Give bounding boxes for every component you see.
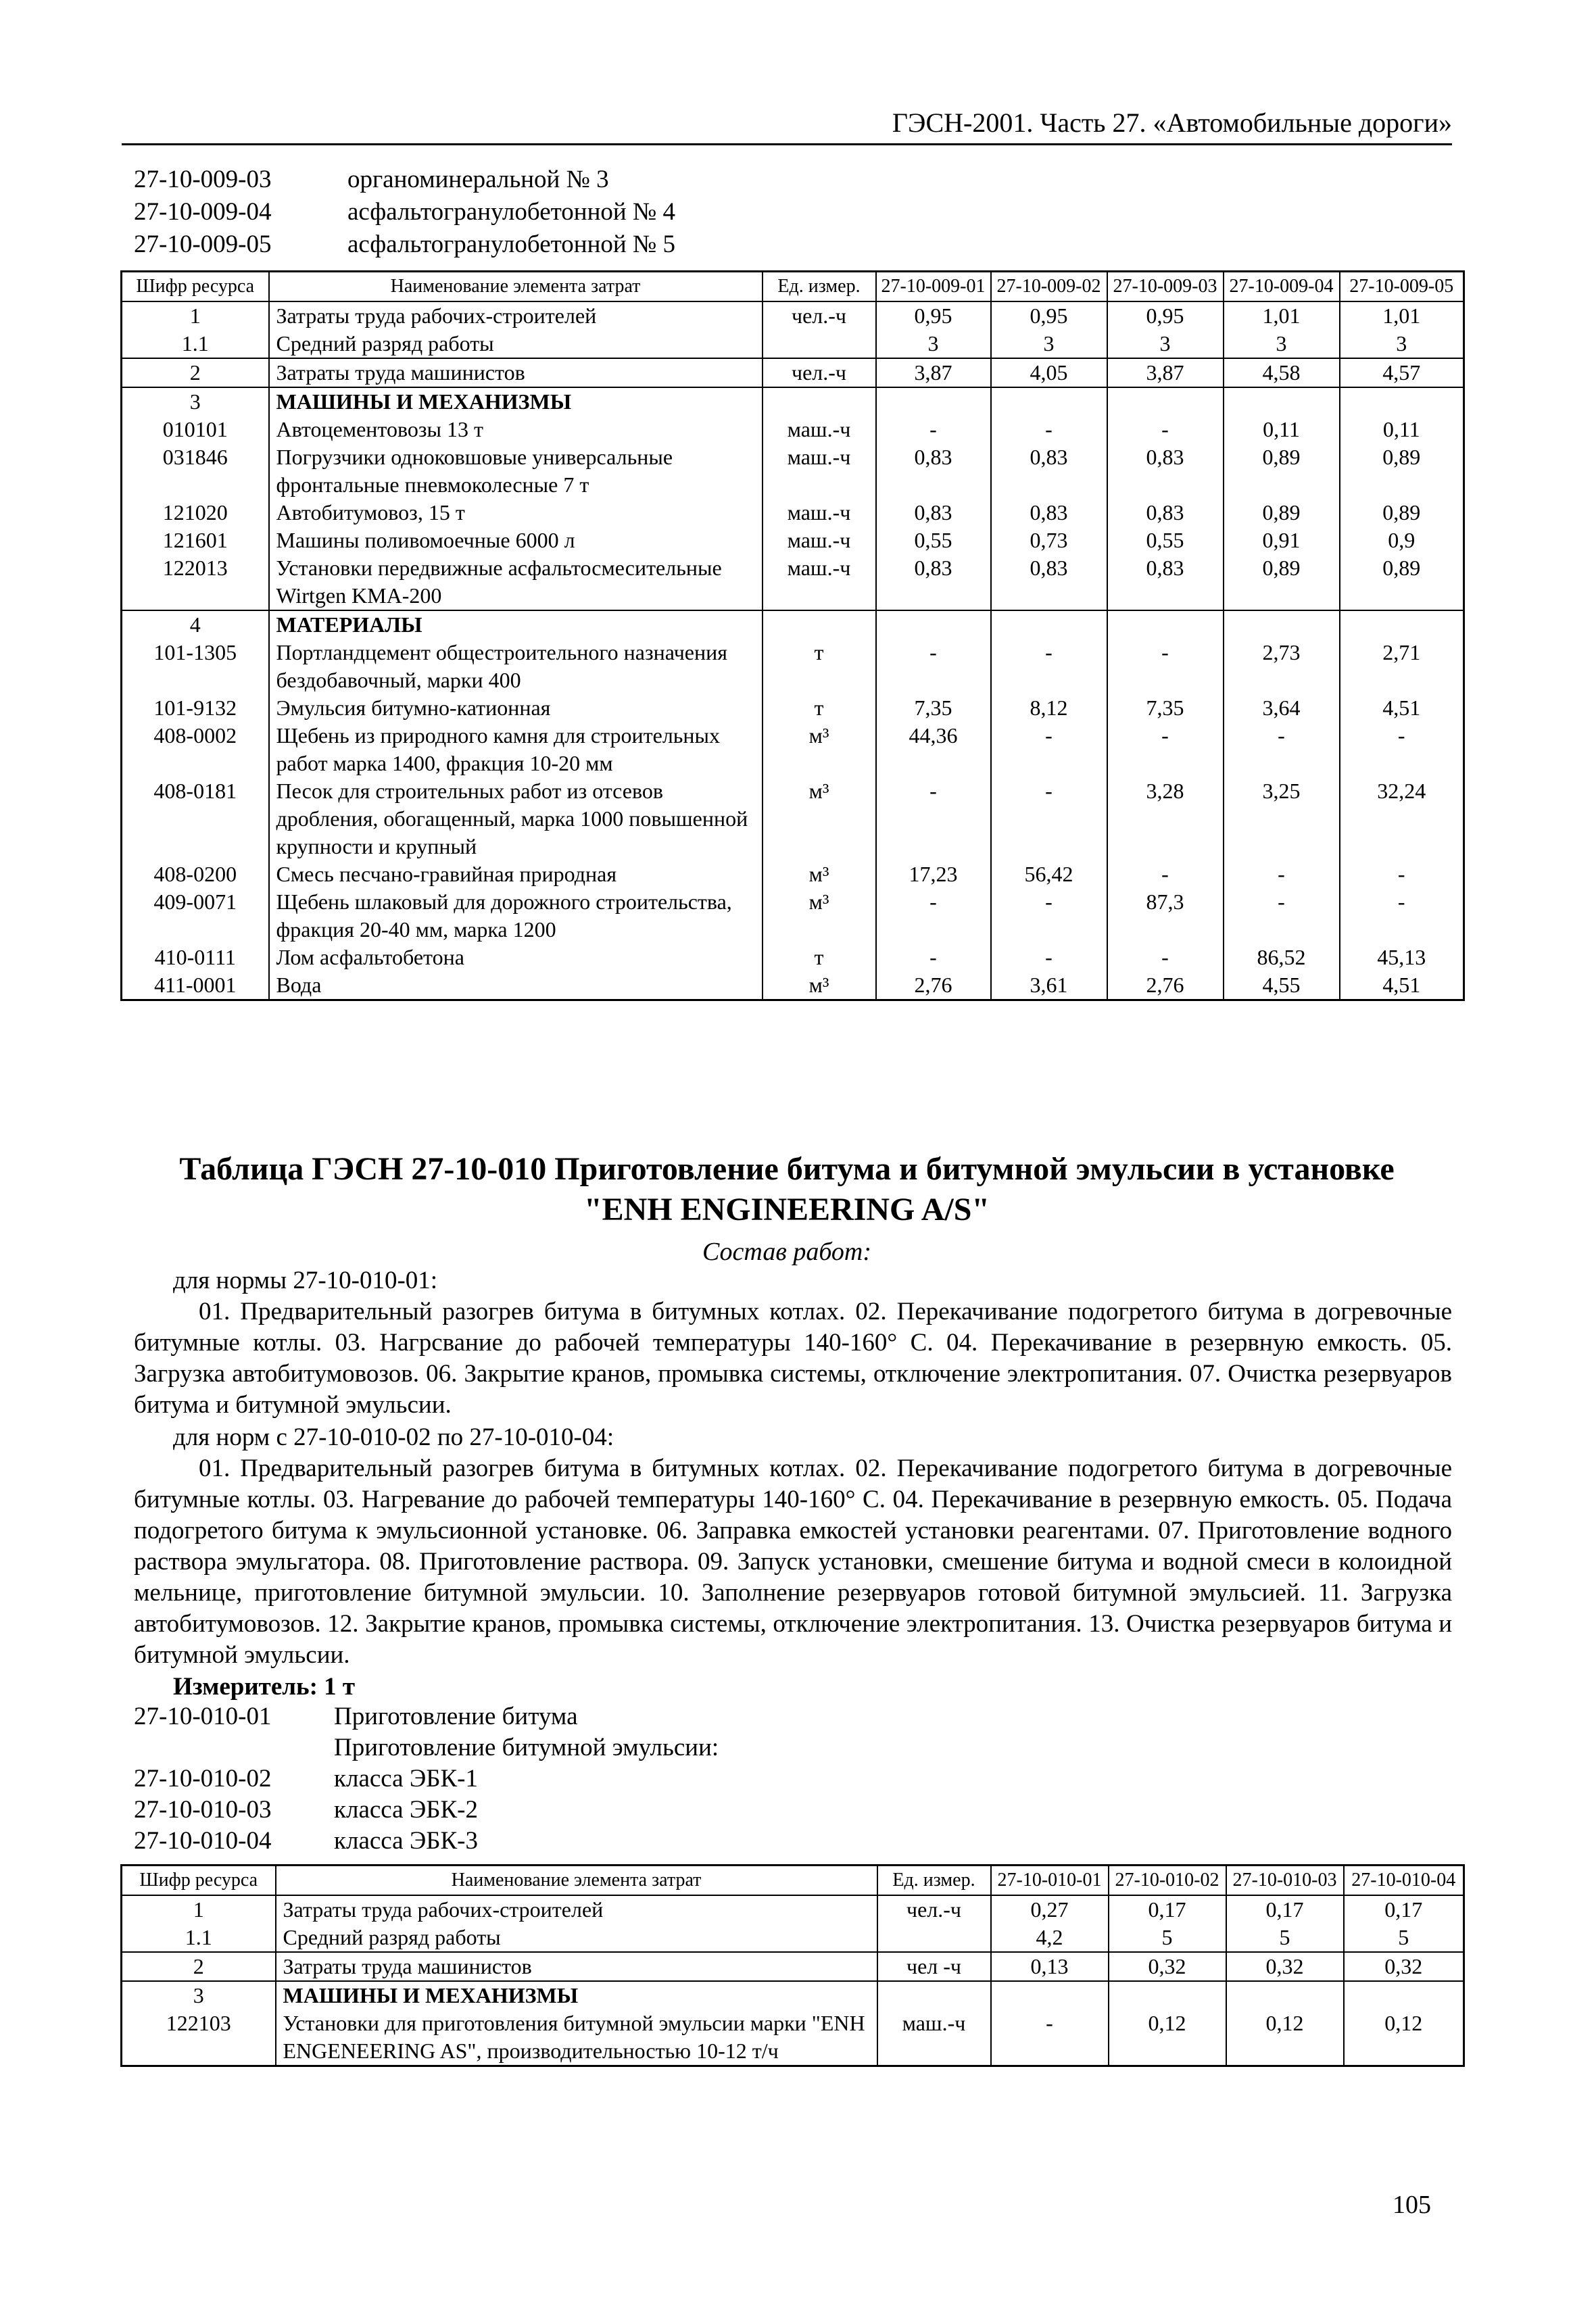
- table-row: [122, 358, 1464, 387]
- value-cell: [1344, 1981, 1464, 2009]
- cost-element-name: Щебень шлаковый для дорожного строительства, фракция 20-40 мм, марка 1200: [269, 888, 763, 944]
- unit-cell: чел.-ч: [763, 301, 876, 330]
- value-cell: 2,71: [1340, 639, 1464, 694]
- resource-code: 408-0181: [122, 777, 269, 860]
- value-cell: 0,13: [991, 1952, 1109, 1981]
- value-cell: [991, 1981, 1109, 2009]
- unit-cell: маш.-ч: [763, 499, 876, 527]
- value-cell: 0,83: [1107, 554, 1224, 610]
- table-row: [122, 387, 1464, 416]
- table-row: [122, 2009, 1464, 2066]
- cost-element-name: Щебень из природного камня для строительных работ марка 1400, фракция 10-20 мм: [269, 722, 763, 777]
- table-row: [122, 499, 1464, 527]
- cost-element-name: Вода: [269, 971, 763, 1000]
- value-cell: -: [1107, 860, 1224, 888]
- resource-code: 411-0001: [122, 971, 269, 1000]
- cost-element-name: МАШИНЫ И МЕХАНИЗМЫ: [276, 1981, 877, 2009]
- value-cell: 7,35: [876, 694, 991, 722]
- value-cell: 4,05: [991, 358, 1107, 387]
- value-cell: -: [1224, 722, 1340, 777]
- value-cell: 4,55: [1224, 971, 1340, 1000]
- norm-name: асфальтогранулобетонной № 4: [347, 198, 676, 226]
- value-cell: 0,55: [1107, 527, 1224, 554]
- value-cell: 32,24: [1340, 777, 1464, 860]
- value-cell: -: [876, 944, 991, 971]
- resource-table-27-10-009: [120, 270, 1465, 1001]
- table-row: [122, 722, 1464, 777]
- value-cell: 0,83: [1107, 499, 1224, 527]
- norm-code: 27-10-010-04: [134, 1827, 272, 1855]
- cost-element-name: Средний разряд работы: [269, 330, 763, 358]
- table-row: [122, 1952, 1464, 1981]
- column-header: 27-10-009-01: [876, 272, 991, 302]
- value-cell: 0,73: [991, 527, 1107, 554]
- value-cell: [1340, 610, 1464, 639]
- unit-cell: [763, 610, 876, 639]
- value-cell: 0,89: [1224, 499, 1340, 527]
- value-cell: [876, 387, 991, 416]
- norm-code: 27-10-010-01: [134, 1703, 272, 1730]
- value-cell: 0,89: [1224, 554, 1340, 610]
- norm-code: 27-10-010-03: [134, 1796, 272, 1824]
- norm-code-list: [134, 1701, 719, 1857]
- value-cell: 0,17: [1109, 1895, 1226, 1924]
- code-row: [134, 1795, 719, 1826]
- column-header: Шифр ресурса: [122, 272, 269, 302]
- norm2-label: для норм с 27-10-010-02 по 27-10-010-04:: [173, 1423, 614, 1451]
- value-cell: 56,42: [991, 860, 1107, 888]
- cost-element-name: Портландцемент общестроительного назначения бездобавочный, марки 400: [269, 639, 763, 694]
- unit-cell: м³: [763, 777, 876, 860]
- norm-name: класса ЭБК-1: [334, 1765, 479, 1793]
- value-cell: 0,83: [991, 554, 1107, 610]
- table-row: [122, 443, 1464, 499]
- resource-code: 101-9132: [122, 694, 269, 722]
- value-cell: -: [1224, 888, 1340, 944]
- value-cell: 3,64: [1224, 694, 1340, 722]
- resource-code: 121020: [122, 499, 269, 527]
- cost-element-name: Песок для строительных работ из отсевов дробления, обогащенный, марка 1000 повышенной крупности и крупный: [269, 777, 763, 860]
- table-row: [122, 416, 1464, 443]
- column-header: Шифр ресурса: [122, 1866, 276, 1896]
- column-header: Ед. измер.: [877, 1866, 991, 1896]
- value-cell: 3: [1224, 330, 1340, 358]
- value-cell: [991, 387, 1107, 416]
- value-cell: [1109, 1981, 1226, 2009]
- norm-code: 27-10-010-02: [134, 1765, 272, 1793]
- unit-cell: м³: [763, 971, 876, 1000]
- unit-cell: т: [763, 694, 876, 722]
- value-cell: -: [1107, 944, 1224, 971]
- code-row: [134, 1701, 719, 1732]
- value-cell: 4,2: [991, 1924, 1109, 1952]
- table-row: [122, 694, 1464, 722]
- unit-cell: маш.-ч: [763, 527, 876, 554]
- value-cell: -: [1340, 722, 1464, 777]
- table-row: [122, 301, 1464, 330]
- cost-element-name: Автобитумовоз, 15 т: [269, 499, 763, 527]
- unit-cell: маш.-ч: [763, 554, 876, 610]
- norm-code: 27-10-009-03: [134, 166, 272, 193]
- running-header: ГЭСН-2001. Часть 27. «Автомобильные дороги»: [892, 107, 1452, 138]
- cost-element-name: Затраты труда рабочих-строителей: [269, 301, 763, 330]
- unit-cell: м³: [763, 888, 876, 944]
- value-cell: 0,83: [876, 443, 991, 499]
- value-cell: 3: [991, 330, 1107, 358]
- value-cell: -: [1107, 416, 1224, 443]
- value-cell: -: [991, 639, 1107, 694]
- section-title-line-2: "ENH ENGINEERING A/S": [583, 1192, 990, 1227]
- resource-code: 122103: [122, 2009, 276, 2066]
- value-cell: 7,35: [1107, 694, 1224, 722]
- value-cell: -: [1340, 888, 1464, 944]
- cost-element-name: Погрузчики одноковшовые универсальные фронтальные пневмоколесные 7 т: [269, 443, 763, 499]
- value-cell: 8,12: [991, 694, 1107, 722]
- unit-cell: маш.-ч: [763, 416, 876, 443]
- resource-code: 409-0071: [122, 888, 269, 944]
- resource-code: 2: [122, 1952, 276, 1981]
- value-cell: [1224, 387, 1340, 416]
- cost-element-name: МАТЕРИАЛЫ: [269, 610, 763, 639]
- value-cell: 3: [876, 330, 991, 358]
- column-header: 27-10-009-02: [991, 272, 1107, 302]
- table-row: [122, 860, 1464, 888]
- resource-table-27-10-010: [120, 1864, 1465, 2067]
- value-cell: -: [876, 777, 991, 860]
- resource-code: 010101: [122, 416, 269, 443]
- unit-cell: т: [763, 944, 876, 971]
- value-cell: [1107, 387, 1224, 416]
- value-cell: -: [991, 2009, 1109, 2066]
- column-header: 27-10-010-04: [1344, 1866, 1464, 1896]
- cost-element-name: Лом асфальтобетона: [269, 944, 763, 971]
- cost-element-name: Установки для приготовления битумной эмульсии марки "ENH ENGENEERING AS", производительностью 10-12 т/ч: [276, 2009, 877, 2066]
- value-cell: 87,3: [1107, 888, 1224, 944]
- column-header: Наименование элемента затрат: [269, 272, 763, 302]
- value-cell: 4,57: [1340, 358, 1464, 387]
- unit-cell: [877, 1924, 991, 1952]
- value-cell: -: [1107, 639, 1224, 694]
- value-cell: 0,11: [1340, 416, 1464, 443]
- resource-code: 1: [122, 301, 269, 330]
- norm-name: асфальтогранулобетонной № 5: [347, 230, 676, 258]
- value-cell: 0,95: [1107, 301, 1224, 330]
- top-code-list: [134, 164, 675, 261]
- value-cell: -: [876, 639, 991, 694]
- table-row: [122, 971, 1464, 1000]
- norm-name: класса ЭБК-2: [334, 1796, 479, 1824]
- unit-cell: чел.-ч: [877, 1895, 991, 1924]
- value-cell: 3,25: [1224, 777, 1340, 860]
- section-title-line-1: Таблица ГЭСН 27-10-010 Приготовление битума и битумной эмульсии в установке: [179, 1151, 1395, 1187]
- value-cell: 5: [1109, 1924, 1226, 1952]
- value-cell: 1,01: [1224, 301, 1340, 330]
- unit-cell: т: [763, 639, 876, 694]
- value-cell: 0,12: [1226, 2009, 1344, 2066]
- value-cell: -: [876, 416, 991, 443]
- value-cell: 4,51: [1340, 971, 1464, 1000]
- norm-name: органоминеральной № 3: [347, 166, 609, 193]
- cost-element-name: Установки передвижные асфальтосмесительные Wirtgen KMA-200: [269, 554, 763, 610]
- cost-element-name: Машины поливомоечные 6000 л: [269, 527, 763, 554]
- unit-cell: м³: [763, 860, 876, 888]
- value-cell: [1340, 387, 1464, 416]
- table-row: [122, 1981, 1464, 2009]
- value-cell: 1,01: [1340, 301, 1464, 330]
- value-cell: 5: [1226, 1924, 1344, 1952]
- table-row: [122, 610, 1464, 639]
- value-cell: 0,83: [991, 499, 1107, 527]
- norm-code: 27-10-009-05: [134, 230, 272, 258]
- value-cell: 2,73: [1224, 639, 1340, 694]
- table-row: [122, 639, 1464, 694]
- cost-element-name: Затраты труда рабочих-строителей: [276, 1895, 877, 1924]
- cost-element-name: МАШИНЫ И МЕХАНИЗМЫ: [269, 387, 763, 416]
- value-cell: 0,17: [1226, 1895, 1344, 1924]
- code-row: [134, 1826, 719, 1857]
- cost-element-name: Смесь песчано-гравийная природная: [269, 860, 763, 888]
- column-header: Наименование элемента затрат: [276, 1866, 877, 1896]
- unit-cell: маш.-ч: [763, 443, 876, 499]
- column-header: 27-10-010-01: [991, 1866, 1109, 1896]
- value-cell: 44,36: [876, 722, 991, 777]
- resource-code: 1.1: [122, 330, 269, 358]
- value-cell: 2,76: [876, 971, 991, 1000]
- value-cell: 0,89: [1340, 443, 1464, 499]
- table-row: [122, 944, 1464, 971]
- cost-element-name: Затраты труда машинистов: [276, 1952, 877, 1981]
- value-cell: 0,12: [1109, 2009, 1226, 2066]
- value-cell: 0,89: [1340, 554, 1464, 610]
- value-cell: 0,83: [991, 443, 1107, 499]
- unit-cell: [763, 330, 876, 358]
- resource-code: 3: [122, 1981, 276, 2009]
- norm1-text: 01. Предварительный разогрев битума в битумных котлах. 02. Перекачивание подогретого битума в догревочные битумные котлы. 03. Нагрсвание до рабочей температуры 140-160° С. 04. Перекачивание в резервную емкость. 05. Загрузка автобитумовозов. 06. Закрытие кранов, промывка системы, отключение электропитания. 07. Очистка резервуаров битума и битумной эмульсии.: [134, 1298, 1452, 1419]
- page-number: 105: [1393, 2191, 1431, 2219]
- value-cell: 0,89: [1340, 499, 1464, 527]
- cost-element-name: Средний разряд работы: [276, 1924, 877, 1952]
- value-cell: -: [1107, 722, 1224, 777]
- cost-element-name: Затраты труда машинистов: [269, 358, 763, 387]
- value-cell: -: [876, 888, 991, 944]
- section-title: [122, 1149, 1452, 1230]
- resource-code: 408-0002: [122, 722, 269, 777]
- resource-code: 3: [122, 387, 269, 416]
- value-cell: 0,27: [991, 1895, 1109, 1924]
- column-header: 27-10-009-03: [1107, 272, 1224, 302]
- resource-code: 1.1: [122, 1924, 276, 1952]
- value-cell: [991, 610, 1107, 639]
- value-cell: 0,17: [1344, 1895, 1464, 1924]
- value-cell: -: [991, 416, 1107, 443]
- value-cell: -: [991, 777, 1107, 860]
- resource-code: 031846: [122, 443, 269, 499]
- value-cell: -: [991, 722, 1107, 777]
- norm-name: Приготовление битума: [334, 1703, 578, 1730]
- resource-code: 4: [122, 610, 269, 639]
- code-row: [134, 196, 675, 228]
- table-row: [122, 554, 1464, 610]
- resource-code: 410-0111: [122, 944, 269, 971]
- value-cell: 0,89: [1224, 443, 1340, 499]
- value-cell: 4,58: [1224, 358, 1340, 387]
- meter-label: Измеритель: 1 т: [173, 1673, 356, 1701]
- table-row: [122, 330, 1464, 358]
- value-cell: 3,61: [991, 971, 1107, 1000]
- value-cell: -: [1340, 860, 1464, 888]
- column-header: 27-10-009-05: [1340, 272, 1464, 302]
- norm-code: [134, 1732, 334, 1763]
- value-cell: 0,83: [876, 499, 991, 527]
- cost-element-name: Автоцементовозы 13 т: [269, 416, 763, 443]
- value-cell: 0,55: [876, 527, 991, 554]
- work-composition-label: Состав работ:: [702, 1238, 872, 1266]
- unit-cell: [877, 1981, 991, 2009]
- value-cell: 0,32: [1226, 1952, 1344, 1981]
- code-row: [134, 228, 675, 261]
- value-cell: 0,32: [1109, 1952, 1226, 1981]
- unit-cell: чел.-ч: [763, 358, 876, 387]
- value-cell: 0,12: [1344, 2009, 1464, 2066]
- value-cell: 5: [1344, 1924, 1464, 1952]
- value-cell: 3,28: [1107, 777, 1224, 860]
- value-cell: 0,83: [1107, 443, 1224, 499]
- resource-code: 2: [122, 358, 269, 387]
- column-header: 27-10-010-02: [1109, 1866, 1226, 1896]
- value-cell: 17,23: [876, 860, 991, 888]
- value-cell: [1224, 610, 1340, 639]
- cost-element-name: Эмульсия битумно-катионная: [269, 694, 763, 722]
- value-cell: 4,51: [1340, 694, 1464, 722]
- value-cell: 3: [1107, 330, 1224, 358]
- table-row: [122, 1924, 1464, 1952]
- unit-cell: маш.-ч: [877, 2009, 991, 2066]
- value-cell: [876, 610, 991, 639]
- column-header: Ед. измер.: [763, 272, 876, 302]
- value-cell: 0,83: [876, 554, 991, 610]
- table-row: [122, 1895, 1464, 1924]
- value-cell: 3: [1340, 330, 1464, 358]
- norm-name: класса ЭБК-3: [334, 1827, 479, 1855]
- table-row: [122, 888, 1464, 944]
- resource-code: 1: [122, 1895, 276, 1924]
- value-cell: 2,76: [1107, 971, 1224, 1000]
- value-cell: 0,91: [1224, 527, 1340, 554]
- column-header: 27-10-009-04: [1224, 272, 1340, 302]
- value-cell: 0,32: [1344, 1952, 1464, 1981]
- value-cell: 86,52: [1224, 944, 1340, 971]
- unit-cell: [763, 387, 876, 416]
- table-row: [122, 777, 1464, 860]
- value-cell: 0,11: [1224, 416, 1340, 443]
- value-cell: 0,95: [876, 301, 991, 330]
- value-cell: 0,95: [991, 301, 1107, 330]
- unit-cell: м³: [763, 722, 876, 777]
- value-cell: [1107, 610, 1224, 639]
- norm2-text: 01. Предварительный разогрев битума в битумных котлах. 02. Перекачивание подогретого битума в догревочные битумные котлы. 03. Нагревание до рабочей температуры 140-160° С. 04. Перекачивание в резервную емкость. 05. Подача подогретого битума к эмульсионной установке. 06. Заправка емкостей установки реагентами. 07. Приготовление водного раствора эмульгатора. 08. Приготовление раствора. 09. Запуск установки, смешение битума и водной смеси в колоидной мельнице, приготовление битумной эмульсии. 10. Заполнение резервуаров готовой битумной эмульсией. 11. Загрузка автобитумовозов. 12. Закрытие кранов, промывка системы, отключение электропитания. 13. Очистка резервуаров битума и битумной эмульсии.: [134, 1455, 1452, 1669]
- norm-code: 27-10-009-04: [134, 198, 272, 226]
- unit-cell: чел -ч: [877, 1952, 991, 1981]
- value-cell: 3,87: [1107, 358, 1224, 387]
- table-row: [122, 527, 1464, 554]
- code-row: [134, 164, 675, 196]
- value-cell: -: [991, 888, 1107, 944]
- code-row: [134, 1732, 719, 1763]
- resource-code: 101-1305: [122, 639, 269, 694]
- value-cell: -: [991, 944, 1107, 971]
- value-cell: -: [1224, 860, 1340, 888]
- value-cell: [1226, 1981, 1344, 2009]
- resource-code: 408-0200: [122, 860, 269, 888]
- value-cell: 45,13: [1340, 944, 1464, 971]
- norm1-label: для нормы 27-10-010-01:: [173, 1267, 438, 1294]
- resource-code: 121601: [122, 527, 269, 554]
- column-header: 27-10-010-03: [1226, 1866, 1344, 1896]
- code-row: [134, 1763, 719, 1795]
- norm-name: Приготовление битумной эмульсии:: [334, 1734, 719, 1761]
- value-cell: 0,9: [1340, 527, 1464, 554]
- value-cell: 3,87: [876, 358, 991, 387]
- header-rule: [122, 143, 1452, 145]
- resource-code: 122013: [122, 554, 269, 610]
